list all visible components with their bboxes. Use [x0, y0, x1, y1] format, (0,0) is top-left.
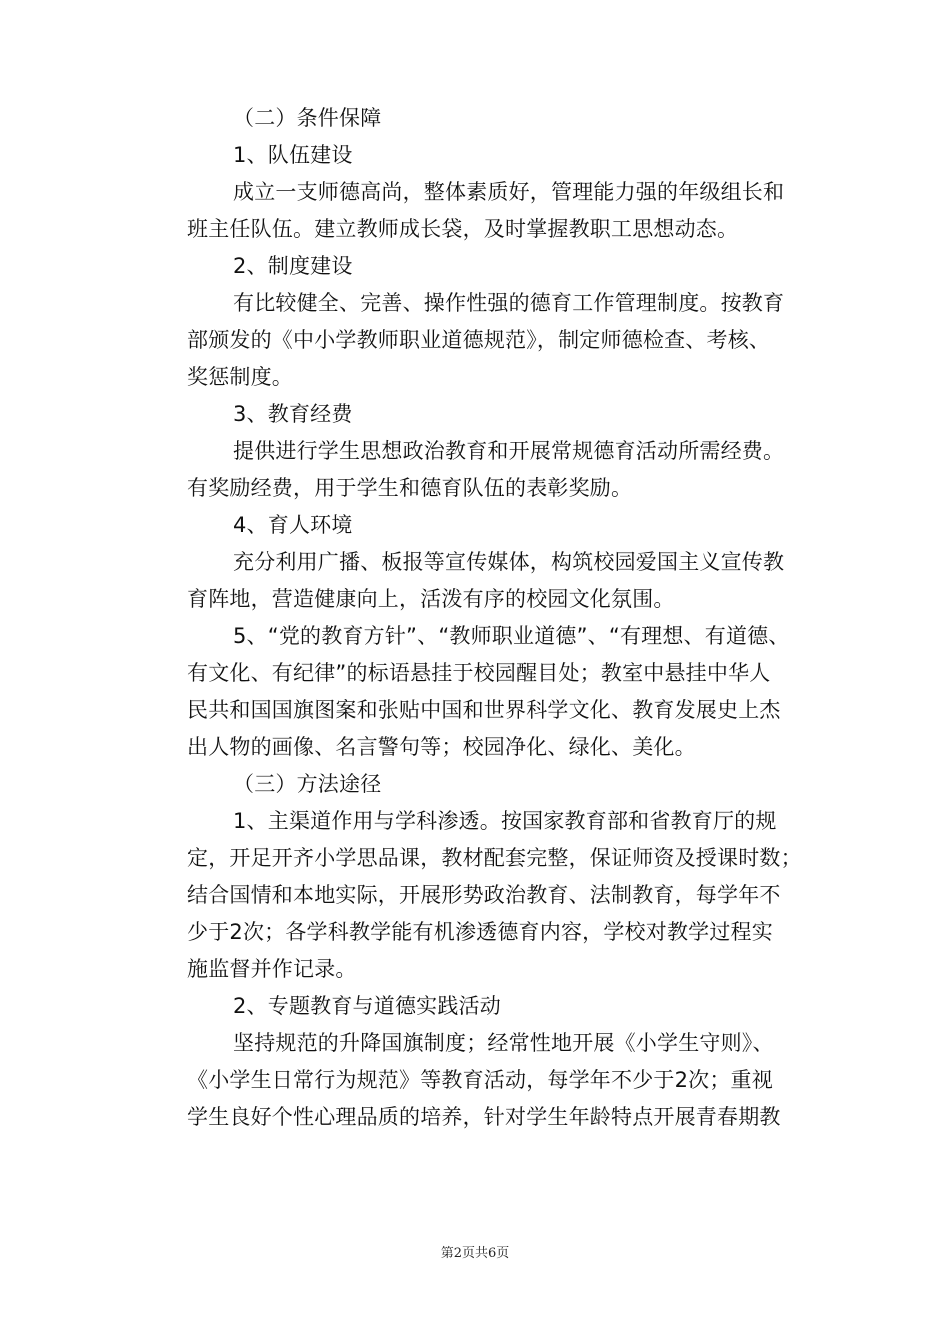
paragraph-line: 出人物的画像、名言警句等；校园净化、绿化、美化。	[187, 735, 696, 759]
subsection-heading: 4、育人环境	[233, 513, 353, 537]
paragraph-line: 奖惩制度。	[187, 365, 293, 389]
subsection-heading: 3、教育经费	[233, 402, 353, 426]
paragraph-line: 部颁发的《中小学教师职业道德规范》，制定师德检查、考核、	[187, 328, 771, 352]
paragraph-line: 学生良好个性心理品质的培养，针对学生年龄特点开展青春期教	[187, 1105, 781, 1129]
document-body	[187, 100, 827, 1136]
paragraph-line: 少于2次；各学科教学能有机渗透德育内容，学校对教学过程实	[187, 920, 773, 944]
page-footer: 第2页共6页	[440, 1246, 510, 1261]
paragraph-line: 《小学生日常行为规范》等教育活动，每学年不少于2次；重视	[187, 1068, 773, 1092]
paragraph-line: 民共和国国旗图案和张贴中国和世界科学文化、教育发展史上杰	[187, 698, 781, 722]
paragraph-line: 有比较健全、完善、操作性强的德育工作管理制度。按教育	[233, 291, 785, 315]
section-heading: （三）方法途径	[233, 772, 382, 796]
paragraph-line: 5、“党的教育方针”、“教师职业道德”、“有理想、有道德、	[233, 624, 790, 648]
paragraph-line: 成立一支师德高尚，整体素质好，管理能力强的年级组长和	[233, 180, 785, 204]
subsection-heading: 2、专题教育与道德实践活动	[233, 994, 501, 1018]
section-heading: （二）条件保障	[233, 106, 382, 130]
paragraph-line: 有奖励经费，用于学生和德育队伍的表彰奖励。	[187, 476, 633, 500]
paragraph-line: 提供进行学生思想政治教育和开展常规德育活动所需经费。	[233, 439, 785, 463]
paragraph-line: 育阵地，营造健康向上，活泼有序的校园文化氛围。	[187, 587, 675, 611]
paragraph-line: 坚持规范的升降国旗制度；经常性地开展《小学生守则》、	[233, 1031, 774, 1055]
paragraph-line: 结合国情和本地实际，开展形势政治教育、法制教育，每学年不	[187, 883, 781, 907]
paragraph-line: 班主任队伍。建立教师成长袋，及时掌握教职工思想动态。	[187, 217, 739, 241]
subsection-heading: 1、队伍建设	[233, 143, 353, 167]
paragraph-line: 施监督并作记录。	[187, 957, 357, 981]
paragraph-line: 有文化、有纪律”的标语悬挂于校园醒目处；教室中悬挂中华人	[187, 661, 771, 685]
paragraph-line: 充分利用广播、板报等宣传媒体，构筑校园爱国主义宣传教	[233, 550, 785, 574]
paragraph-line: 1、主渠道作用与学科渗透。按国家教育部和省教育厅的规	[233, 809, 777, 833]
paragraph-line: 定，开足开齐小学思品课，教材配套完整，保证师资及授课时数；	[187, 846, 802, 870]
subsection-heading: 2、制度建设	[233, 254, 353, 278]
